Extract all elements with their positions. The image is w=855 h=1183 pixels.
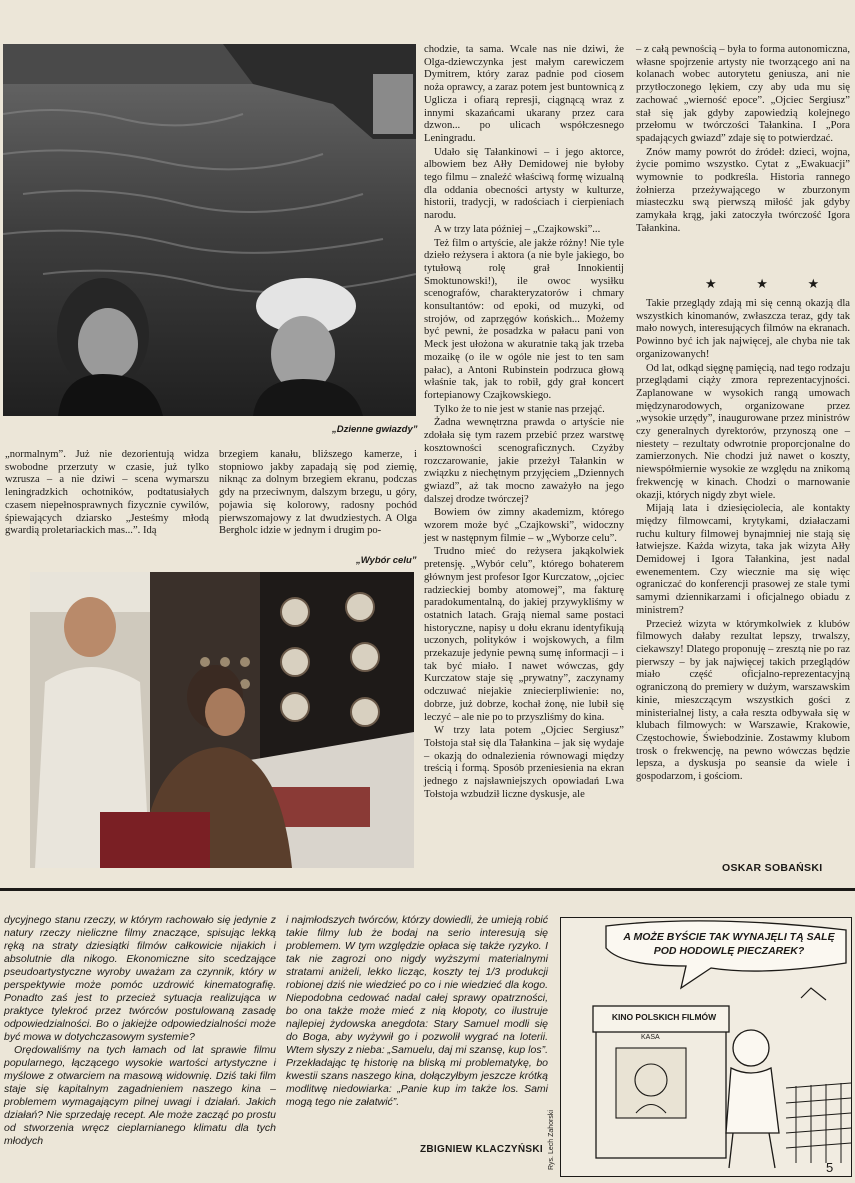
photo-control-panel-scene [30, 572, 414, 868]
paragraph: Takie przeglądy zdają mi się cenną okazją dla wszystkich kinomanów, zwłaszcza teraz, gdy tak mało nowych, interesujących filmów na ekranach. Powinno być ich jak najwięcej, ale chyba nie tak organizowanych! [636, 298, 850, 360]
text-block-middle-under-photo [219, 449, 417, 538]
photo-children-by-water [3, 44, 416, 416]
bottom-text-left [4, 914, 276, 1148]
paragraph: Przecież wizyta w którymkolwiek z klubów filmowych dałaby rezultat lepszy, trwalszy, ciekawszy! Dlatego proponuję – zresztą nie po raz pierwszy – by jak najwięcej takich przeglądów miało część oficjalno-reprezentacyjną ograniczoną do premiery w dużym, warszawskim kinie, mieszczącym wszystkich gości z ministerialnej listy, a cała reszta odbywała się w klubach filmowych: w Warszawie, Krakowie, Częstochowie, Świebodzinie. Zostawmy klubom trosk o frekwencję, na pewno wówczas będzie lepsza, a dyskusja po seansie da wiele i gospodarzom, i gościom. [636, 618, 850, 783]
paragraph: – z całą pewnością – była to forma autonomiczna, własne spojrzenie artysty nie tworzącego ani na kolanach wobec autorytetu geniusza, ani nie przytłoczonego lękiem, czy aby uda mu się zachować „wierność epoce”. „Ojciec Sergiusz” stał się jak gdyby zapowiedzią kolejnego przełomu w twórczości Tałankina. I „Pora spadających gwiazd” zdaje się to potwierdzać. [636, 44, 850, 144]
cartoon-sign: KINO POLSKICH FILMÓW [611, 1012, 717, 1022]
photo-dzienne-gwiazdy [3, 44, 416, 416]
paragraph: Znów mamy powrót do źródeł: dzieci, wojna, życie pomimo wszystko. Cytat z „Ewakuacji” wymownie to podkreśla. Historia rannego żołnierza przeżywającego w zburzonym miasteczku swą pierwszą miłość jak gdyby zamykała krąg, jaki zatoczyła twórczość Igora Tałankina. [636, 146, 850, 234]
paragraph: Od lat, odkąd sięgnę pamięcią, nad tego rodzaju przeglądami ciąży zmora reprezentacyjności. Zaplanowane w wysokich rangą umowach międzynarodowych, organizowane przez „wysokie urzędy”, inaugurowane przez ministrów czy generalnych dyrektorów, przynoszą one – niestety – rezultaty odwrotnie proporcjonalne do zamierzonych. Nie chodzi już nawet o koszty, niewspółmiernie wysokie ze względu na znikomą frekwencję w kinach. Chodzi o marnowanie okazji, których nigdy zbyt wiele. [636, 362, 850, 501]
photo-wybor-celu [30, 572, 414, 868]
text-column-4-bottom [636, 298, 850, 784]
section-separator-stars: ★ ★ ★ [705, 276, 838, 291]
page-number: 5 [826, 1160, 834, 1175]
paragraph: „normalnym”. Już nie dezorientują widza swobodne przerzuty w czasie, już tylko wzrusza – a nie dziwi – scena wymarszu leningradzkich ochotników, podtatusiałych czasem niepełnosprawnych fizycznie cywilów, śpiewających dziarsko „Jesteśmy młodą gwardią proletariackich mas...”. Idą [5, 449, 209, 537]
paragraph: A w trzy lata później – „Czajkowski”... [434, 223, 601, 235]
paragraph: dycyjnego stanu rzeczy, w którym rachowało się jedynie z natury rzeczy nieliczne filmy znaczące, spisując lekką ręką na straty dziesiątki filmów całkowicie nijakich i absolutnie dla nikogo. Ekonomiczne sito scedzające pseudoartystyczne wyroby uważam za czynnik, który w perspektywie może pomóc uzdrowić kinematografię. Ponadto zaś jest to przecież sytuacja realizująca w praktyce tylekroć przez twórców postulowaną zasadę odpowiedzialności. Bo o jakiejże odpowiedzialności może być mowa w dotychczasowym systemie? [4, 914, 276, 1043]
paragraph: i najmłodszych twórców, którzy dowiedli, że umieją robić takie filmy lub że bodaj na serio interesują się problemem. W tym względzie opłaca się także ryzyko. I tak nie zagrozi ono nigdy wyższymi materialnymi stratami aniżeli, lekko licząc, koszty tej 1/3 produkcji robionej dziś nie wiedzieć po co i nie wiedzieć dla kogo. Niepodobna cedować nadal całej sprawy opatrzności, bo ona także może mieć z nią kłopoty, co ilustruje najlepiej żydowska anegdota: Stary Samuel modli się do Boga, aby wyżywił go i pozwolił wygrać na loterii. Wtem słyszy z nieba: „Samuelu, daj mi szansę, kup los”. Przekładając tę historię na bliską mi problematykę, bo kwestii szans naszego kina, dołączyłbym jeszcze krótką modlitwę niedowiarka: „Panie kup im także los. Sami mogą tego nie załatwić”. [286, 914, 549, 1108]
paragraph: Bowiem ów zimny akademizm, którego wzorem może być „Czajkowski”, widoczny jest w następnym filmie – w „Wyborze celu”. [424, 507, 624, 544]
paragraph: Też film o artyście, ale jakże różny! Nie tyle dzieło reżysera i aktora (a nie byle jakiego, bo tytułową rolę grał Innokientij Smoktunowski!), ile owoc wysiłku scenografów, charakteryzatorów i chmary konsultantów: od epoki, od muzyki, od strojów, od zaprzęgów końskich... Możemy być pewni, że posadzka w pałacu pani von Meck jest ułożona w akuratnie taką jak trzeba mozaikę (o ile w ogóle nie jest to ten sam pałac), a Antoni Rubinstein podrzuca głową właśnie tak, jak to robił, gdy grał koncert fortepianowy Czajkowskiego. [424, 237, 624, 401]
caption-wybor-celu: „Wybór celu” [356, 555, 417, 566]
bottom-text-middle [286, 914, 548, 1109]
section-divider [0, 888, 855, 891]
paragraph: Trudno mieć do reżysera jakąkolwiek pretensję. „Wybór celu”, którego bohaterem głównym jest profesor Igor Kurczatow, „ojciec radzieckiej bomby atomowej”, ma fakturę paradokumentalną, do jakiej przywykliśmy w ostatnich latach. Grają niemal same postaci historyczne, napisy u dołu ekranu identyfikują uczonych, polityków i wojskowych, a film przekazuje jedynie pewną sumę informacji – i tak być miało. I nawet wówczas, gdy Kurczatow staje się „prywatny”, zaczynamy odczuwać niejakie zniecierpliwienie: no, dobrze, już dobrze, kochał żonę, nie lubił się leczyć – ale nie po to przyszliśmy do kina. [424, 546, 624, 723]
cartoon-illustration [560, 917, 852, 1177]
cartoon-speech-text: A MOŻE BYŚCIE TAK WYNAJĘLI TĄ SALĘ POD HODOWLĘ PIECZAREK? [623, 931, 835, 957]
cartoon-credit-wrapper [548, 1100, 560, 1170]
text-column-3 [424, 44, 624, 801]
paragraph: Udało się Tałankinowi – i jego aktorce, albowiem bez Ałły Demidowej nie byłoby tego filmu – znaleźć właściwą formę wizualną dla oddania obecności artysty w kulturze, historii, tradycji, w radościach i cierpieniach narodu. [424, 146, 624, 222]
paragraph: brzegiem kanału, bliższego kamerze, i stopniowo jakby zapadają się pod ziemię, niknąc za dolnym brzegiem ekranu, podczas gdy na przeciwnym, dalszym brzegu, u góry, pojawia się kolorowy, radosny pochód pierwszomajowy z lat dwudziestych. A Olga Bergholc idzie w jednym i drugim po- [219, 449, 417, 537]
paragraph: Mijają lata i dziesięciolecia, ale kontakty między filmowcami, krytykami, działaczami ruchu kultury filmowej bynajmniej nie stają się łatwiejsze. Każda wizyta, taka jak wizyta Ałły Demidowej i Igora Tałankina, jest nadal ewenementem. Czy wiecznie ma się więc ograniczać do konferencji prasowej ze stale tymi samymi dziennikarzami i oficjalnego obiadu z ministrem? [636, 503, 850, 616]
cartoon-credit: Rys. Lech Zahorski [548, 1110, 555, 1170]
paragraph: Orędowaliśmy na tych łamach od lat sprawie filmu popularnego, łączącego wysokie wartości artystyczne i myślowe z otwarciem na masową widownię. Dziś taki film staje się kapitalnym zagadnieniem naszego kina – problemem wymagającym pilnej uwagi i działań. Jakich działań? Nie sprzedaję recept. Ale może zacząć po prostu od stworzenia wręcz cieplarnianego klimatu dla tych młodych [4, 1044, 276, 1147]
author-signature-bottom: ZBIGNIEW KLACZYŃSKI [420, 1144, 543, 1155]
paragraph: W trzy lata potem „Ojciec Sergiusz” Tołstoja stał się dla Tałankina – jak się wydaje – okazją do odnalezienia równowagi między treścią i formą. Sposób przeniesienia na ekran jednego z najsławniejszych opowiadań Lwa Tołstoja wzbudził liczne dyskusje, ale [424, 725, 624, 800]
paragraph: Żadna wewnętrzna prawda o artyście nie zdołała się tym razem przebić przez warstwę kosztowności scenograficznych. Czyżby rozczarowanie, jakie przeżył Tałankin w związku z niechętnym przyjęciem „Dziennych gwiazd”, aż tak mocno zaważyło na jego dalszej drodze twórczej? [424, 417, 624, 505]
text-column-4-top [636, 44, 850, 236]
author-signature-top: OSKAR SOBAŃSKI [722, 862, 823, 874]
paragraph: chodzie, ta sama. Wcale nas nie dziwi, że Olga-dziewczynka jest małym carewiczem Dymitrem, który zaraz padnie pod ciosem noża oprawcy, a zaraz potem jest buntownicą z Uglicza i ofiarą represji, ciągnącą wraz z innymi skazańcami ukarany przez cara dzwon... po ulicach współczesnego Leningradu. [424, 44, 624, 144]
caption-dzienne-gwiazdy: „Dzienne gwiazdy” [332, 424, 418, 435]
cartoon-kasa-sign: KASA [641, 1034, 660, 1041]
text-block-left-under-photo [5, 449, 209, 538]
paragraph: Tylko że to nie jest w stanie nas przejąć. [434, 403, 605, 415]
